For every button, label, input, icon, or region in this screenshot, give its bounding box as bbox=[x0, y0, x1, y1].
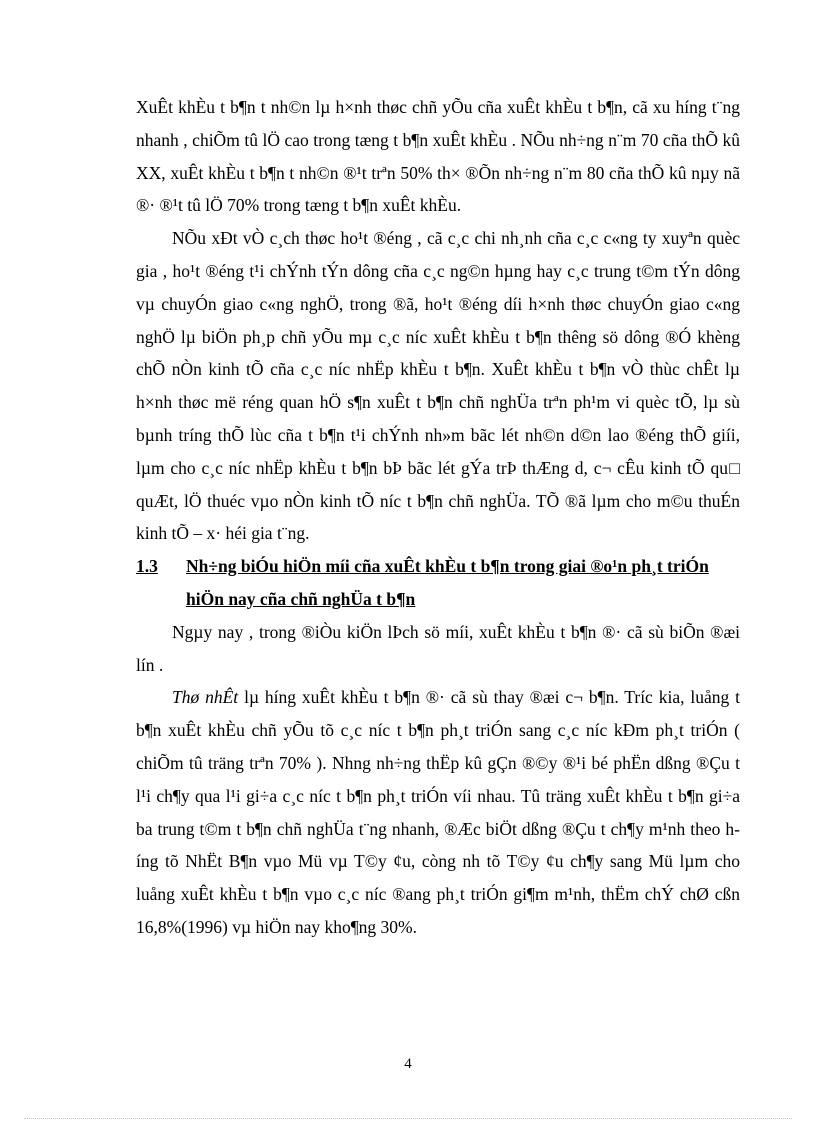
section-heading bbox=[136, 550, 740, 616]
paragraph-export-private-capital: XuÊt khÈu t b¶n t nh©n lµ h×nh thøc chñ yÕu cña xuÊt khÈu t b¶n, cã xu híng t¨ng nhanh , chiÕm tû lÖ cao trong tæng t b¶n xuÊt khÈu . NÕu nh÷ng n¨m 70 cña thÕ kû XX, xuÊt khÈu t b¶n t nh©n ®¹t trªn 50% th× ®Õn nh÷ng n¨m 80 cña thÕ kû nµy nã ®· ®¹t tû lÖ 70% trong tæng t b¶n xuÊt khÈu. bbox=[136, 97, 740, 216]
first-change-body: Tríc kia, luång t b¶n xuÊt khÈu chñ yÕu tõ c¸c níc t b¶n ph¸t triÓn sang c¸c níc kÐm ph¸t triÓn ( chiÕm tû träng trªn 70% ). Nhng nh÷ng thËp kû gÇn ®©y ®¹i bé phËn dßng ®Çu t l¹i ch¶y qua l¹i gi÷a c¸c níc t b¶n ph¸t triÓn víi nhau. Tû träng xuÊt khÈu t b¶n gi÷a ba trung t©m t b¶n chñ nghÜa t¨ng nhanh, ®Æc biÖt dßng ®Çu t ch¶y m¹nh theo híng tõ NhËt B¶n vµo Mü vµ T©y ¢u, còng nh tõ T©y ¢u ch¶y sang Mü lµm cho luång xuÊt khÈu t b¶n vµo c¸c níc ®ang ph¸t triÓn gi¶m m¹nh, thËm chÝ chØ cßn 16,8%(1996) vµ hiÖn nay kho¶ng 30%. bbox=[136, 687, 740, 937]
paragraph-new-conditions: Ngµy nay , trong ®iÒu kiÖn lÞch sö míi, xuÊt khÈu t b¶n ®· cã sù biÕn ®æi lín . bbox=[136, 621, 740, 675]
section-number: 1.3 bbox=[136, 556, 158, 577]
first-lead-tail: lµ híng xuÊt khÈu t b¶n ®· cã sù thay ®æi c¬ b¶n. bbox=[238, 687, 625, 708]
paragraph-first-change bbox=[136, 681, 740, 943]
footer-divider bbox=[24, 1118, 792, 1119]
paragraph-operation-methods: NÕu xÐt vÒ c¸ch thøc ho¹t ®éng , cã c¸c chi nh¸nh cña c¸c c«ng ty xuyªn quèc gia , ho¹t ®éng t¹i chÝnh tÝn dông cña c¸c ng©n hµng hay c¸c trung t©m tÝn dông vµ chuyÓn giao c«ng nghÖ, trong ®ã, ho¹t ®éng díi h×nh thøc chuyÓn giao c«ng nghÖ lµ biÖn ph¸p chñ yÕu mµ c¸c níc xuÊt khÈu t b¶n thêng sö dông ®Ó khèng chÕ nÒn kinh tÕ cña c¸c níc nhËp khÈu t b¶n. XuÊt khÈu t b¶n vÒ thùc chÊt lµ h×nh thøc më réng quan hÖ s¶n xuÊt t b¶n chñ nghÜa trªn ph¹m vi quèc tÕ, lµ sù bµnh tríng thÕ lùc cña t b¶n t¹i chÝnh nh»m bãc lét nh©n d©n lao ®éng thÕ giíi, lµm cho c¸c níc nhËp khÈu t b¶n bÞ bãc lét gÝa trÞ thÆng d, c¬ cÊu kinh tÕ qu□ quÆt, lÖ thuéc vµo nÒn kinh tÕ níc t b¶n chñ nghÜa. TÕ ®ã lµm cho m©u thuÉn kinh tÕ – x· héi gia t¨ng. bbox=[136, 228, 740, 544]
section-title: Nh÷ng biÓu hiÖn míi cña xuÊt khÈu t b¶n trong giai ®o¹n ph¸t triÓn hiÖn nay cña chñ nghÜa t b¶n bbox=[186, 556, 709, 609]
page-number: 4 bbox=[404, 1056, 412, 1072]
body-text bbox=[136, 91, 740, 944]
first-lead-word: Thø nhÊt bbox=[172, 687, 239, 708]
